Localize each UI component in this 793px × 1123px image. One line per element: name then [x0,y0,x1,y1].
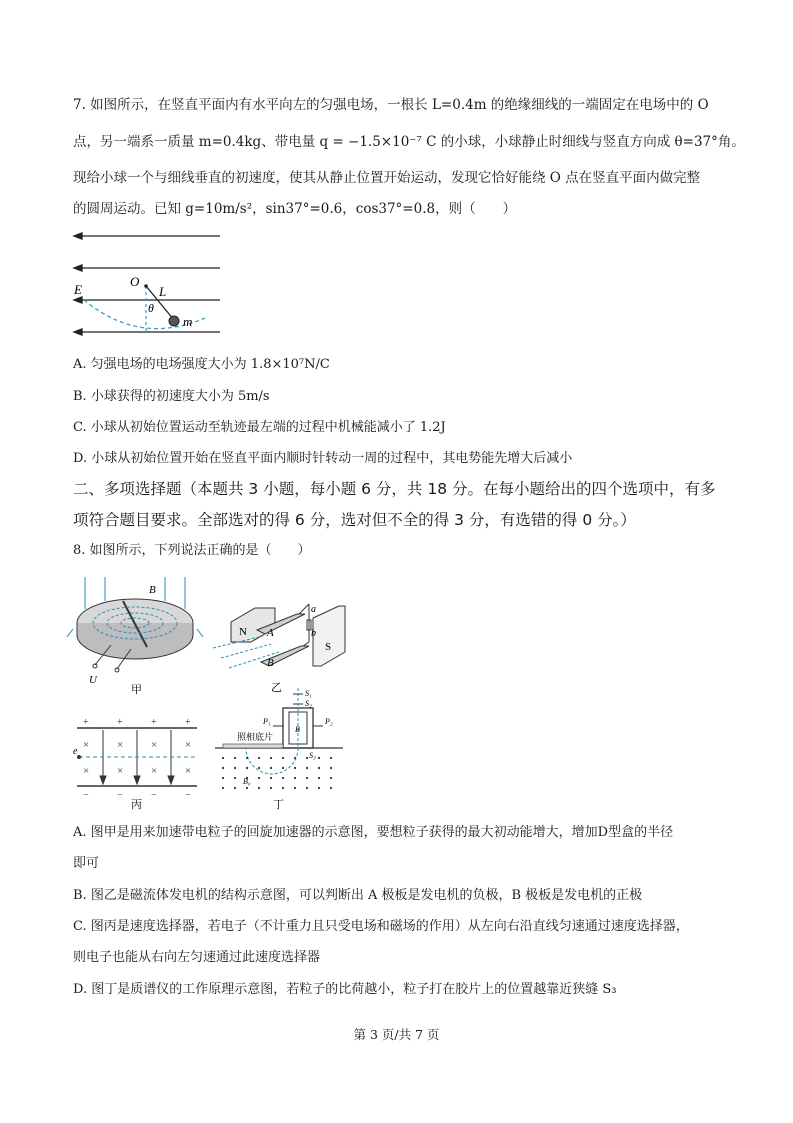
ding-label-S2: S₂ [305,699,312,708]
q8-option-a-line-1: A. 图甲是用来加速带电粒子的回旋加速器的示意图，要想粒子获得的最大初动能增大，增加D型盒的半径 [73,825,674,840]
q8-option-c-line-1: C. 图丙是速度选择器，若电子（不计重力且只受电场和磁场的作用）从左向右沿直线匀速通过速度选择器， [73,919,689,934]
bing-cross-6: × [117,765,124,777]
section2-heading-line-2: 项符合题目要求。全部选对的得 6 分，选对但不全的得 3 分，有选错的得 0 分。） [73,511,636,529]
bing-plus-2: + [117,717,123,728]
label-m: m [183,314,193,329]
yi-caption: 乙 [271,682,282,694]
ding-label-film: 照相底片 [237,732,274,742]
q7-electric-field-figure [70,228,230,343]
ding-label-B0: B₀ [243,777,251,786]
q8-option-c-line-2: 则电子也能从右向左匀速通过此速度选择器 [73,950,321,965]
section2-heading-line-1: 二、多项选择题（本题共 3 小题，每小题 6 分，共 18 分。在每小题给出的四个选项中，有多 [73,480,716,498]
bing-plus-3: + [151,717,157,728]
label-theta: θ [148,301,154,315]
q7-stem-line-2: 点，另一端系一质量 m=0.4kg、带电量 q = −1.5×10⁻⁷ C 的小球，小球静止时细线与竖直方向成 θ=37°角。 [73,134,745,150]
ding-label-P2: P₂ [325,717,333,726]
bing-cross-4: × [185,739,192,751]
bing-minus-4: − [185,790,191,801]
q8-option-d: D. 图丁是质谱仪的工作原理示意图，若粒子的比荷越小，粒子打在胶片上的位置越靠近狭缝 S₃ [73,982,617,997]
yi-label-a: a [311,604,316,615]
q7-stem-line-1: 7. 如图所示，在竖直平面内有水平向左的匀强电场，一根长 L=0.4m 的绝缘细线的一端固定在电场中的 O [73,97,709,113]
bing-minus-2: − [117,790,123,801]
bing-cross-8: × [185,765,192,777]
bing-minus-3: − [151,790,157,801]
bing-label-e: e [73,746,78,757]
yi-label-S: S [325,641,332,653]
ding-label-S1: S₁ [305,689,312,698]
bing-cross-1: × [83,739,90,751]
ding-label-S3: S₃ [309,751,316,760]
q8-stem: 8. 如图所示，下列说法正确的是（ ） [73,543,311,558]
ding-caption: 丁 [273,799,284,811]
bing-cross-3: × [151,739,158,751]
bing-cross-2: × [117,739,124,751]
q7-option-b: B. 小球获得的初速度大小为 5m/s [73,389,270,404]
bing-cross-5: × [83,765,90,777]
label-O: O [130,274,140,289]
label-E: E [74,282,82,297]
jia-label-U: U [89,674,97,686]
q8-option-a-line-2: 即可 [73,856,100,871]
yi-label-B: B [267,657,274,669]
jia-caption: 甲 [131,684,142,696]
q7-option-d: D. 小球从初始位置开始在竖直平面内顺时针转动一周的过程中，其电势能先增大后减小 [73,451,573,466]
ding-label-B: B [295,725,300,734]
yi-label-N: N [239,626,247,638]
fig-jia-cyclotron [65,575,200,695]
ding-label-P1: P₁ [263,717,271,726]
label-L: L [159,284,167,299]
fig-ding-mass-spectrometer [213,686,353,814]
q7-stem-line-4: 的圆周运动。已知 g=10m/s²，sin37°=0.6，cos37°=0.8，则（ ） [73,201,517,217]
q7-option-a: A. 匀强电场的电场强度大小为 1.8×10⁷N/C [73,357,330,372]
q7-option-c: C. 小球从初始位置运动至轨迹最左端的过程中机械能减小了 1.2J [73,420,446,435]
bing-caption: 丙 [131,799,142,811]
bing-plus-1: + [83,717,89,728]
fig-yi-mhd-generator [213,578,353,698]
page-footer: 第 3 页/共 7 页 [353,1027,440,1042]
jia-label-B: B [149,584,156,596]
q8-option-b: B. 图乙是磁流体发电机的结构示意图，可以判断出 A 极板是发电机的负极，B 极板是发电机的正极 [73,888,643,903]
yi-label-b: b [311,628,316,639]
yi-label-A: A [267,627,274,639]
bing-cross-7: × [151,765,158,777]
q7-stem-line-3: 现给小球一个与细线垂直的初速度，使其从静止位置开始运动，发现它恰好能绕 O 点在竖直平面内做完整 [73,170,701,186]
fig-bing-velocity-selector [73,717,203,811]
bing-plus-4: + [185,717,191,728]
bing-minus-1: − [83,790,89,801]
